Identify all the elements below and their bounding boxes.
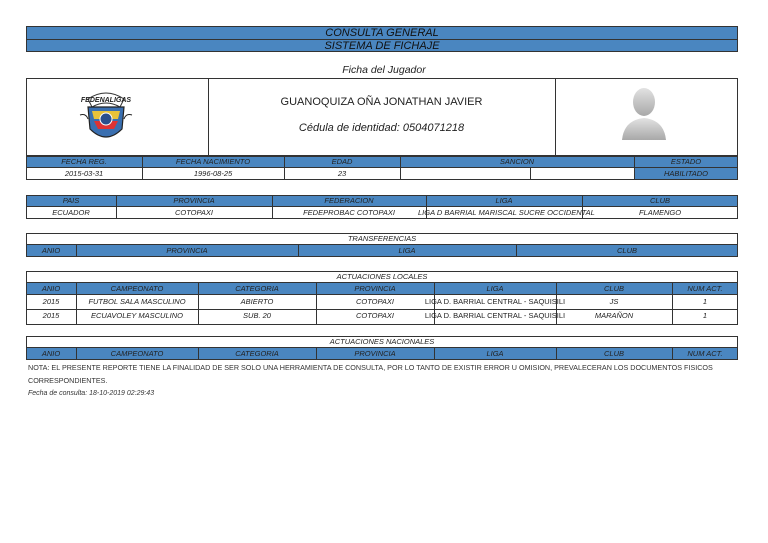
col-anio: ANIO [41, 349, 61, 358]
locales-title: ACTUACIONES LOCALES [336, 272, 428, 281]
col-campeonato: CAMPEONATO [110, 284, 164, 293]
avatar-placeholder-icon [620, 82, 668, 142]
nota-line-2: CORRESPONDIENTES. [28, 376, 108, 385]
col-liga: LIGA [486, 284, 504, 293]
col-anio: ANIO [41, 284, 61, 293]
col-liga: LIGA [486, 349, 504, 358]
col-fecha-reg: FECHA REG. [61, 157, 107, 166]
col-club: CLUB [616, 246, 637, 255]
table-row-cell: SUB. 20 [243, 311, 271, 320]
player-cedula: Cédula de identidad: 0504071218 [298, 122, 465, 134]
actuaciones-nacionales-table [26, 336, 738, 360]
table-row-cell: ABIERTO [240, 297, 274, 306]
table-row-cell: 1 [702, 297, 708, 306]
table-row-cell: 1 [702, 311, 708, 320]
col-categoria: CATEGORIA [235, 349, 279, 358]
club-value: FLAMENGO [638, 208, 682, 217]
nota-line-1: NOTA: EL PRESENTE REPORTE TIENE LA FINALIDAD DE SER SOLO UNA HERRAMIENTA DE CONSULTA, POR LO TANTO DE EXISTIR ERROR U OMISION, PREVALECERAN LOS DOCUMENTOS FISICOS [28, 363, 713, 372]
col-pais: PAIS [62, 196, 80, 205]
col-anio: ANIO [41, 246, 61, 255]
col-sancion: SANCION [499, 157, 535, 166]
logo-text: FEDENALIGAS [80, 97, 132, 104]
col-provincia: PROVINCIA [166, 246, 208, 255]
player-name: GUANOQUIZA OÑA JONATHAN JAVIER [280, 96, 483, 108]
table-row-cell: 2015 [42, 297, 60, 306]
col-num-act: NUM ACT. [687, 349, 723, 358]
col-club: CLUB [603, 349, 624, 358]
sancion-value-2 [530, 168, 634, 180]
ficha-title: Ficha del Jugador [342, 64, 426, 76]
transferencias-table [26, 233, 738, 257]
table-row-cell: JS [609, 297, 619, 306]
col-estado: ESTADO [670, 157, 702, 166]
table-row-cell: LIGA D. BARRIAL CENTRAL - SAQUISILI [424, 311, 566, 320]
col-edad: EDAD [331, 157, 353, 166]
table-row-cell: ECUAVOLEY MASCULINO [91, 311, 183, 320]
col-num-act: NUM ACT. [687, 284, 723, 293]
sancion-value-1 [400, 168, 530, 180]
col-categoria: CATEGORIA [235, 284, 279, 293]
col-provincia: PROVINCIA [354, 284, 396, 293]
table-row-cell: LIGA D. BARRIAL CENTRAL - SAQUISILI [424, 297, 566, 306]
col-provincia: PROVINCIA [354, 349, 396, 358]
table-row-cell: 2015 [42, 311, 60, 320]
fecha-consulta: Fecha de consulta: 18-10-2019 02:29:43 [28, 390, 155, 397]
report-title-sistema: SISTEMA DE FICHAJE [26, 39, 738, 52]
estado-value: HABILITADO [663, 169, 709, 178]
col-provincia: PROVINCIA [173, 196, 215, 205]
col-club: CLUB [603, 284, 624, 293]
fecha-nacimiento-value: 1996-08-25 [193, 169, 233, 178]
edad-value: 23 [337, 169, 347, 178]
col-liga: LIGA [398, 246, 416, 255]
registro-table [26, 156, 738, 180]
table-row-cell: MARAÑON [594, 311, 634, 320]
col-club: CLUB [649, 196, 670, 205]
table-row-cell: COTOPAXI [355, 297, 395, 306]
col-campeonato: CAMPEONATO [110, 349, 164, 358]
liga-value: LIGA D BARRIAL MARISCAL SUCRE OCCIDENTAL [418, 208, 595, 217]
nacionales-title: ACTUACIONES NACIONALES [329, 337, 435, 346]
federacion-value: FEDEPROBAC COTOPAXI [303, 208, 395, 217]
table-row-cell: COTOPAXI [355, 311, 395, 320]
provincia-value: COTOPAXI [174, 208, 214, 217]
col-liga: LIGA [495, 196, 513, 205]
col-federacion: FEDERACION [324, 196, 374, 205]
actuaciones-locales-table [26, 271, 738, 325]
col-fecha-nacimiento: FECHA NACIMIENTO [175, 157, 251, 166]
table-row-cell: FUTBOL SALA MASCULINO [88, 297, 186, 306]
transferencias-title: TRANSFERENCIAS [347, 234, 417, 243]
pais-value: ECUADOR [52, 208, 90, 217]
ubicacion-table [26, 195, 738, 219]
report-title-consulta: CONSULTA GENERAL [26, 26, 738, 39]
federation-logo [74, 85, 138, 147]
fecha-reg-value: 2015-03-31 [64, 169, 104, 178]
